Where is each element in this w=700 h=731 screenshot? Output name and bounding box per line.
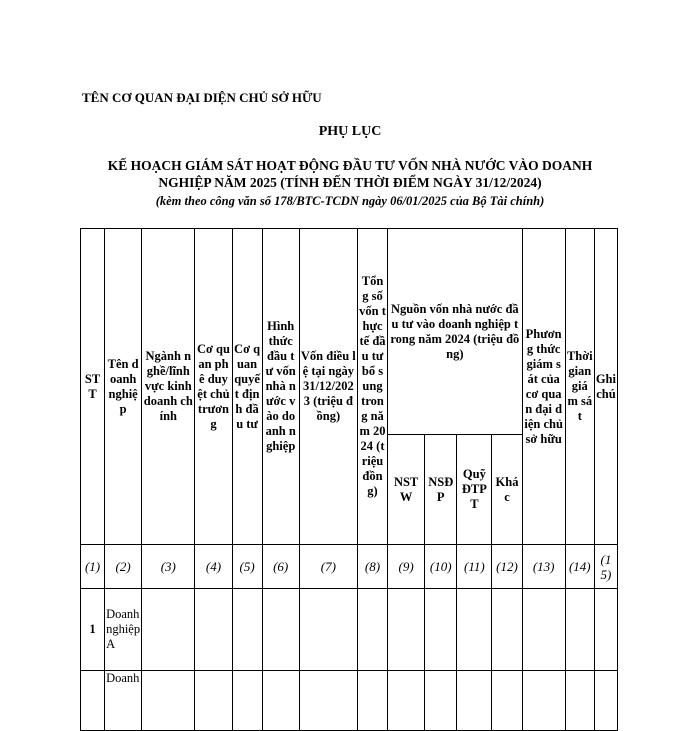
table-cell (142, 671, 195, 731)
index-cell: (8) (357, 545, 387, 589)
table-cell (142, 589, 195, 671)
document-subtitle: (kèm theo công văn số 178/BTC-TCDN ngày 06/01/2025 của Bộ Tài chính) (155, 194, 545, 208)
organization-name: TÊN CƠ QUAN ĐẠI DIỆN CHỦ SỞ HỮU (82, 90, 322, 105)
table-cell (357, 589, 387, 671)
index-cell: (1) (81, 545, 105, 589)
table-cell (492, 589, 522, 671)
index-cell: (5) (232, 545, 262, 589)
monitoring-plan-table (80, 228, 618, 731)
row-stt: 1 (81, 589, 105, 671)
col-header-capital-sources: Nguồn vốn nhà nước đầu tư vào doanh nghiệp trong năm 2024 (triệu đồng) (388, 229, 523, 435)
index-cell: (9) (388, 545, 425, 589)
index-cell: (14) (565, 545, 594, 589)
table-cell (457, 589, 492, 671)
table-cell (299, 671, 357, 731)
column-index-row (81, 545, 618, 589)
document-title-line-2: NGHIỆP NĂM 2025 (TÍNH ĐẾN THỜI ĐIỂM NGÀY 31/12/2024) (158, 175, 542, 190)
index-cell: (11) (457, 545, 492, 589)
row-enterprise-name: Doanh (105, 671, 142, 731)
table-cell (594, 671, 617, 731)
table-cell (594, 589, 617, 671)
table-cell (388, 671, 425, 731)
col-header-time: Thời gian giám sát (565, 229, 594, 545)
table-cell (565, 671, 594, 731)
table-cell (299, 589, 357, 671)
index-cell: (7) (299, 545, 357, 589)
index-cell: (10) (425, 545, 457, 589)
table-cell (388, 589, 425, 671)
table-cell (425, 671, 457, 731)
row-stt (81, 671, 105, 731)
col-header-approver: Cơ quan phê duyệt chủ trương (195, 229, 232, 545)
col-header-charter-capital: Vốn điều lệ tại ngày 31/12/2023 (triệu đồng) (299, 229, 357, 545)
table-cell (195, 671, 232, 731)
col-header-nstw: NSTW (388, 435, 425, 545)
col-header-decider: Cơ quan quyết định đầu tư (232, 229, 262, 545)
index-cell: (12) (492, 545, 522, 589)
table-cell (457, 671, 492, 731)
index-cell: (2) (105, 545, 142, 589)
table-cell (522, 671, 565, 731)
document-title-line-1: KẾ HOẠCH GIÁM SÁT HOẠT ĐỘNG ĐẦU TƯ VỐN NHÀ NƯỚC VÀO DOANH (107, 158, 593, 173)
table-header-row (81, 229, 618, 435)
col-header-form: Hình thức đầu tư vốn nhà nước vào doanh nghiệp (262, 229, 299, 545)
col-header-other: Khác (492, 435, 522, 545)
table-cell (492, 671, 522, 731)
col-header-name: Tên doanh nghiệp (105, 229, 142, 545)
index-cell: (15) (594, 545, 617, 589)
col-header-total-capital: Tổng số vốn thực tế đầu tư bổ sung trong năm 2024 (triệu đồng) (357, 229, 387, 545)
table-cell (232, 589, 262, 671)
col-header-method: Phương thức giám sát của cơ quan đại diện chủ sở hữu (522, 229, 565, 545)
col-header-quy-dtpt: Quỹ ĐTPT (457, 435, 492, 545)
col-header-stt: STT (81, 229, 105, 545)
table-row (81, 671, 618, 731)
table-row (81, 589, 618, 671)
col-header-nsdp: NSĐP (425, 435, 457, 545)
table-cell (262, 589, 299, 671)
index-cell: (13) (522, 545, 565, 589)
index-cell: (6) (262, 545, 299, 589)
table-cell (522, 589, 565, 671)
table-cell (565, 589, 594, 671)
col-header-sector: Ngành nghề/lĩnh vực kinh doanh chính (142, 229, 195, 545)
table-cell (262, 671, 299, 731)
table-cell (195, 589, 232, 671)
table-cell (425, 589, 457, 671)
table-cell (232, 671, 262, 731)
table-cell (357, 671, 387, 731)
appendix-heading: PHỤ LỤC (318, 124, 382, 139)
index-cell: (3) (142, 545, 195, 589)
index-cell: (4) (195, 545, 232, 589)
col-header-note: Ghi chú (594, 229, 617, 545)
row-enterprise-name: Doanh nghiệp A (105, 589, 142, 671)
document-title (70, 157, 630, 191)
